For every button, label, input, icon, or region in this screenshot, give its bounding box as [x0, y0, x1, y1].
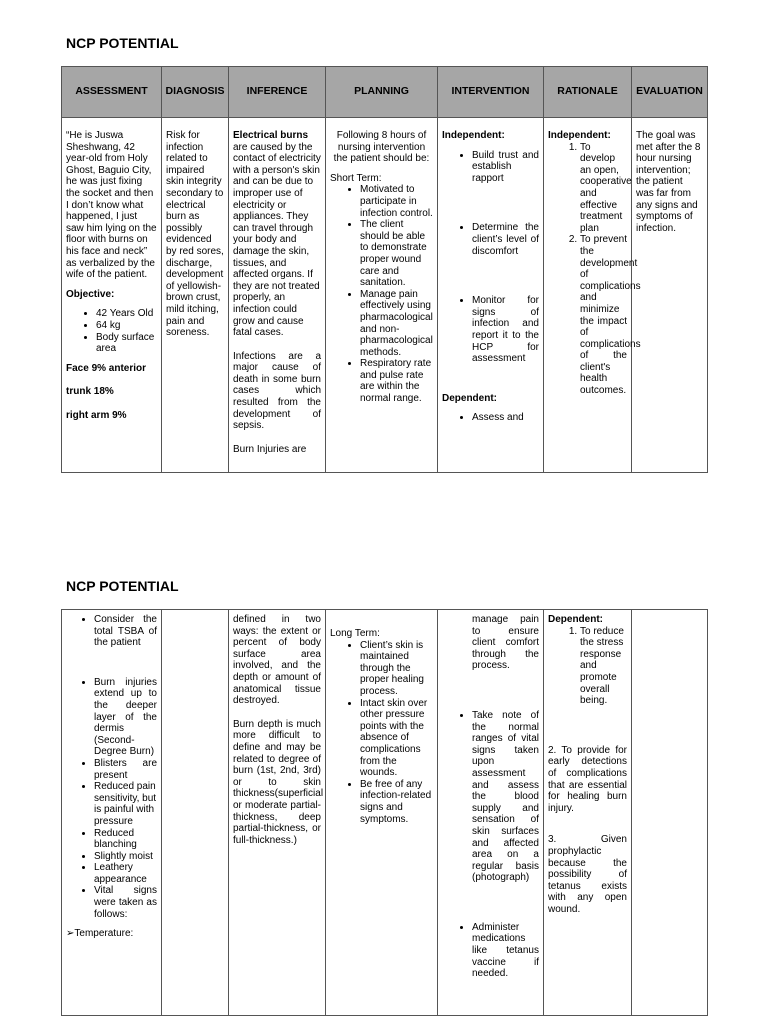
- list-item: • Vital signs were taken as follows:: [94, 885, 157, 920]
- inference-paragraph: Infections are a major cause of death in some burn cases which resulted from the development of sepsis.: [233, 350, 321, 432]
- ncp-table-continued: [61, 609, 708, 1016]
- rationale-item: 3. Given prophylactic because the possibility of tetanus exists with any open wound.: [548, 834, 627, 915]
- header-planning: PLANNING: [326, 67, 438, 118]
- header-intervention: INTERVENTION: [438, 67, 544, 118]
- list-item: • Reduced blanching: [94, 828, 157, 851]
- evaluation-text: The goal was met after the 8 hour nursing intervention; the patient was far from any signs and symptoms of infection.: [636, 130, 701, 234]
- intervention-cell: [438, 610, 544, 1016]
- evaluation-cell: [632, 118, 708, 473]
- list-item: • 42 Years Old: [96, 308, 157, 320]
- assessment-list: [66, 614, 157, 649]
- diagnosis-cell: [162, 118, 229, 473]
- objective-list: [66, 308, 157, 354]
- diagnosis-cell: [162, 610, 229, 1016]
- list-item: • Consider the total TSBA of the patient: [94, 614, 157, 649]
- long-term-label: Long Term:: [330, 628, 380, 639]
- list-item: 1. To reduce the stress response and promote overall being.: [580, 626, 627, 707]
- rationale-cell: [544, 610, 632, 1016]
- list-item: • Client’s skin is maintained through the proper healing process.: [360, 640, 433, 698]
- independent-label: Independent:: [442, 130, 505, 141]
- inference-heading: Electrical burns: [233, 130, 309, 141]
- planning-intro: Following 8 hours of nursing intervention the patient should be:: [333, 130, 430, 165]
- inference-paragraph: Burn depth is much more difficult to define and may be related to degree of burn (1st, 2nd, 3rd) or to skin thickness(superficial or moderate partial-thickness, deep partial-thickness, or full-thickness.): [233, 718, 324, 846]
- objective-label: Objective:: [66, 288, 115, 300]
- list-item: • Build trust and establish rapport: [472, 150, 539, 185]
- rationale-item: 2. To provide for early detections of complications that are essential for healing burn injury.: [548, 744, 627, 814]
- short-term-label: Short Term:: [330, 172, 382, 184]
- list-item: • Be free of any infection-related signs and symptoms.: [360, 779, 433, 825]
- list-item: • Slightly moist: [94, 851, 157, 863]
- inference-cell: [229, 118, 326, 473]
- list-item: • Manage pain effectively using pharmacological and non-pharmacological methods.: [360, 289, 433, 359]
- planning-cell: [326, 118, 438, 473]
- intervention-continued: manage pain to ensure client comfort through the process.: [472, 614, 539, 672]
- list-item: • 64 kg: [96, 320, 157, 332]
- rationale-list: [548, 626, 627, 707]
- planning-cell: [326, 610, 438, 1016]
- header-assessment: ASSESSMENT: [62, 67, 162, 118]
- header-diagnosis: DIAGNOSIS: [162, 67, 229, 118]
- inference-paragraph: Burn Injuries are: [233, 443, 307, 455]
- list-item: 2. To prevent the development of complications and minimize the impact of complications of the client's health outcomes.: [580, 234, 627, 396]
- list-item: • Take note of the normal ranges of vital signs taken upon assessment and assess the blood supply and sensation of skin surfaces and affected area on a regular basis (photograph): [472, 710, 539, 884]
- right-arm-percent: right arm 9%: [66, 409, 127, 421]
- table-row: [62, 610, 708, 1016]
- list-item: • Body surface area: [96, 332, 157, 355]
- list-item: • Intact skin over other pressure points with the absence of complications from the wounds.: [360, 698, 433, 779]
- intervention-list: [442, 222, 539, 257]
- face-percent: Face 9% anterior: [66, 362, 147, 374]
- planning-list: [330, 640, 433, 826]
- intervention-list: [442, 412, 539, 424]
- planning-list: [330, 184, 433, 404]
- intervention-cell: [438, 118, 544, 473]
- dependent-label: Dependent:: [442, 392, 497, 404]
- page-title: NCP POTENTIAL: [66, 35, 179, 51]
- list-item: • Motivated to participate in infection control.: [360, 184, 433, 219]
- intervention-list: [442, 710, 539, 884]
- rationale-list: [548, 141, 641, 397]
- intervention-list: [442, 150, 539, 185]
- list-item: • Assess and: [472, 412, 539, 424]
- ncp-table: [61, 66, 708, 473]
- list-item: 1. To develop an open, cooperative and effective treatment plan: [580, 142, 627, 235]
- list-item: • Monitor for signs of infection and report it to the HCP for assessment: [472, 295, 539, 365]
- page-title: NCP POTENTIAL: [66, 578, 179, 594]
- intervention-list: [442, 295, 539, 365]
- list-item: • Administer medications like tetanus vaccine if needed.: [472, 922, 539, 980]
- list-item: • Burn injuries extend up to the deeper layer of the dermis (Second-Degree Burn): [94, 677, 157, 758]
- list-item: • The client should be able to demonstrate proper wound care and sanitation.: [360, 219, 433, 289]
- list-item: • Blisters are present: [94, 758, 157, 781]
- diagnosis-text: Risk for infection related to impaired skin integrity secondary to electrical burn as possibly evidenced by red sores, discharge, development of yellowish-brown crust, mild itching, pain and soreness.: [166, 130, 224, 339]
- evaluation-cell: [632, 610, 708, 1016]
- header-evaluation: EVALUATION: [632, 67, 708, 118]
- list-item: • Reduced pain sensitivity, but is painful with pressure: [94, 781, 157, 827]
- list-item: • Determine the client’s level of discomfort: [472, 222, 539, 257]
- inference-paragraph: are caused by the contact of electricity with a person's skin and can be due to improper use of electricity or appliances. They can travel through your body and damage the skin, tissues, and affected organs. If they are not treated properly, an infection could grow and cause fatal cases.: [233, 141, 321, 339]
- assessment-list: [66, 677, 157, 920]
- list-item: • Leathery appearance: [94, 862, 157, 885]
- independent-label: Independent:: [548, 130, 611, 141]
- table-row: [62, 118, 708, 473]
- header-inference: INFERENCE: [229, 67, 326, 118]
- trunk-percent: trunk 18%: [66, 386, 114, 398]
- inference-cell: [229, 610, 326, 1016]
- list-item: • Respiratory rate and pulse rate are within the normal range.: [360, 358, 433, 404]
- temperature-label: ➢Temperature:: [66, 928, 134, 940]
- header-rationale: RATIONALE: [544, 67, 632, 118]
- assessment-quote: “He is Juswa Sheshwang, 42 year-old from Holy Ghost, Baguio City, he was just fixing the socket and then I don’t know what happened, I just saw him lying on the floor with burns on his face and neck” as verbalized by the wife of the patient.: [66, 130, 157, 281]
- table-header-row: [62, 67, 708, 118]
- dependent-label: Dependent:: [548, 614, 603, 625]
- inference-paragraph: defined in two ways: the extent or percent of body surface area involved, and the depth or amount of anatomical tissue destroyed.: [233, 614, 321, 707]
- assessment-cell: [62, 118, 162, 473]
- rationale-cell: [544, 118, 641, 473]
- intervention-list: [442, 922, 539, 980]
- assessment-cell: [62, 610, 162, 1016]
